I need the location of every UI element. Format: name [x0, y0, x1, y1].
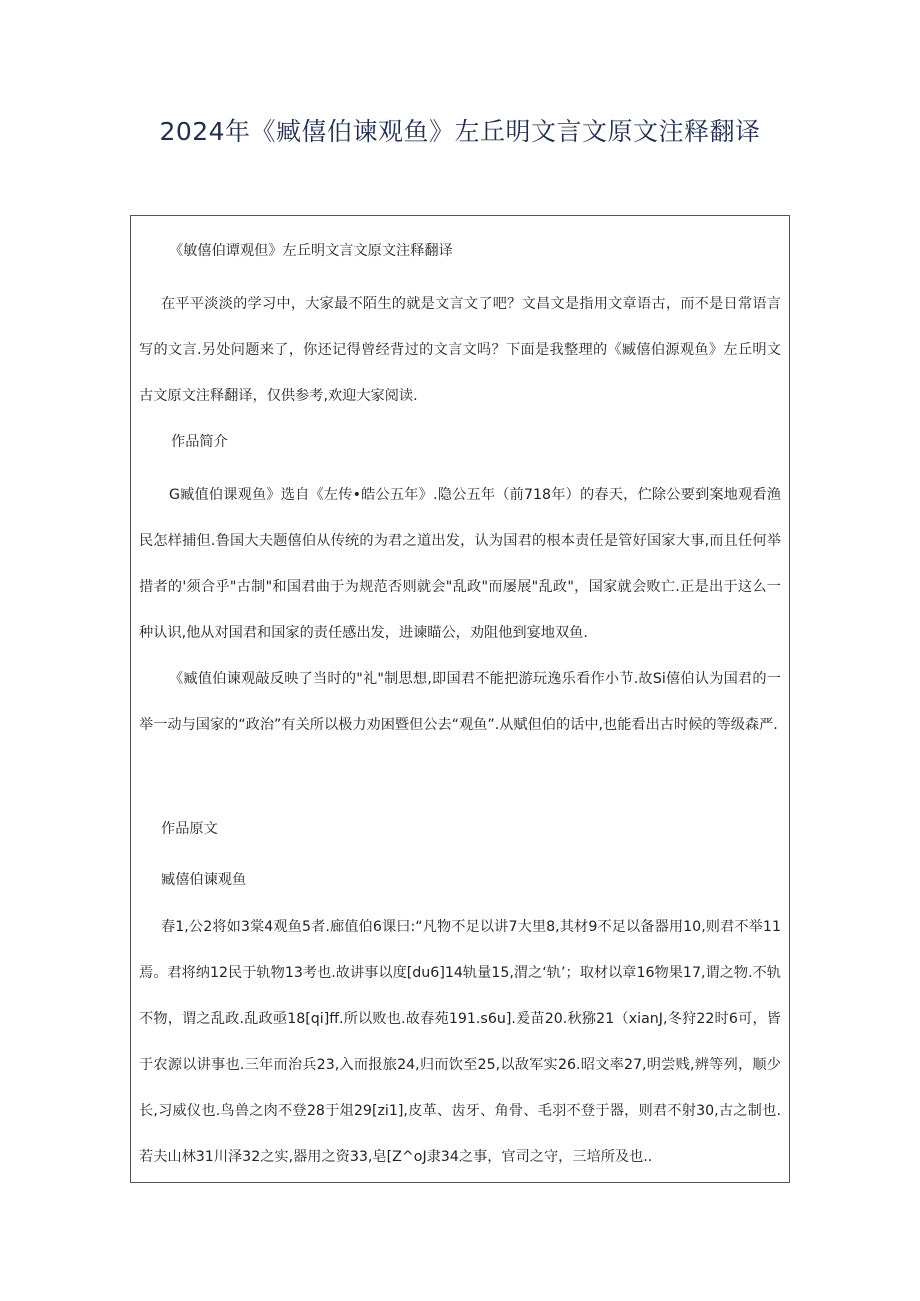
introduction-paragraph-2: 《臧值伯谏观敲反映了当时的"礼"制思想,即国君不能把游玩逸乐看作小节.故Si僖伯认为国君的一举一动与国家的“政治”有关所以极力劝困暨但公去“观鱼”.从赋但伯的话中,也能看出古时候的等级森严. — [139, 671, 781, 733]
article-subtitle: 《敏僖伯谭观但》左丘明文言文原文注释翻译 — [169, 243, 453, 259]
section-heading-original-text: 作品原文 — [161, 821, 218, 837]
article-body — [130, 215, 790, 1183]
original-text-paragraph: 春1,公2将如3棠4观鱼5者.廊值伯6课曰:“凡物不足以讲7大里8,其材9不足以备器用10,则君不举11焉。君将纳12民于轨物13考也.故讲事以度[du6]14轨量15,渭之‘轨’；取材以章16物果17,谓之物.不轨不物，谓之乱政.乱政亟18[qi]ff.所以败也.故春苑191.s6u].爰苗20.秋猕21（xianJ,冬狩22时6可，皆于农源以讲事也.三年而治兵23,入而报旅24,归而饮至25,以敌军实26.昭文率27,明尝贱,辨等列，顺少长,习威仪也.鸟兽之肉不登28于俎29[zi1],皮革、齿牙、角骨、毛羽不登于器，则君不射30,古之制也.若夫山林31川泽32之实,器用之资33,皂[Z^oJ隶34之事，官司之守，三培所及也.. — [139, 919, 781, 1165]
intro-paragraph: 在平平淡淡的学习中，大家最不陌生的就是文言文了吧？文昌文是指用文章语古，而不是日常语言写的文言.另处问题来了，你还记得曾经背过的文言文吗？下面是我整理的《臧僖伯源观鱼》左丘明文古文原文注释翻译，仅供参考,欢迎大家阅读. — [139, 296, 781, 404]
original-text-title: 臧僖伯谏观鱼 — [161, 872, 247, 888]
document-title: 2024年《臧僖伯谏观鱼》左丘明文言文原文注释翻译 — [159, 117, 761, 146]
section-heading-introduction: 作品简介 — [171, 434, 228, 450]
introduction-paragraph-1: G臧值伯课观鱼》选自《左传•皓公五年》.隐公五年（前718年）的春天，伫除公要到案地观看渔民怎样捕但.鲁国大夫题僖伯从传统的为君之道出发，认为国君的根本责任是管好国家大事,而且任何举措者的'须合乎"古制"和国君曲于为规范否则就会"乱政"而屡展"乱政"，国家就会败亡.正是出于这么一种认识,他从对国君和国家的责任感出发，进谏瞄公，劝阻他到宴地双鱼. — [139, 487, 781, 641]
